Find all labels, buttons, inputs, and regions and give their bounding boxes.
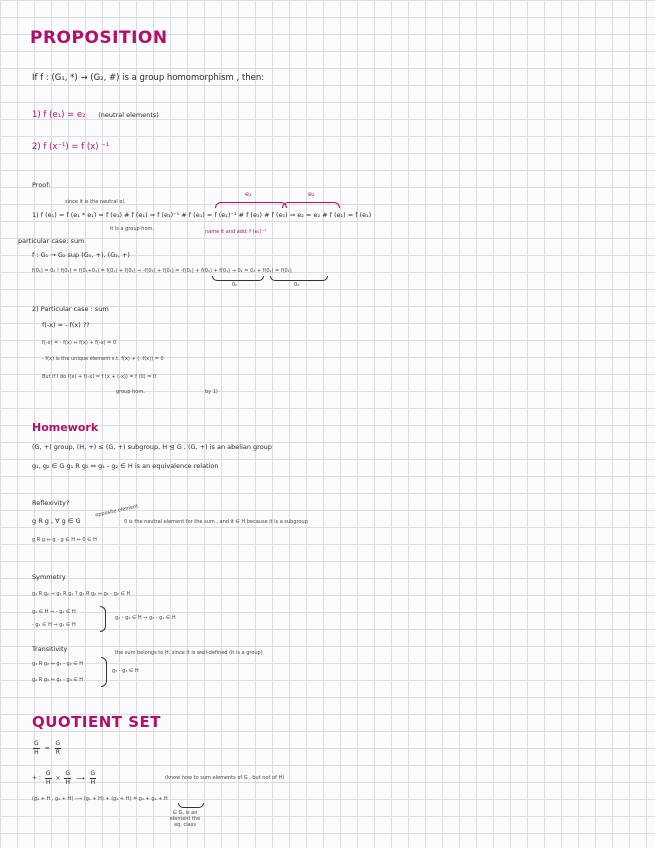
homework-line-1: (G, +) group, (H, +) ≤ (G, +) subgroup, H ⊴ G , (G, +) is an abelian group (32, 443, 272, 451)
proof-label: Proof: (32, 181, 51, 189)
frac-den-1: H (34, 749, 39, 756)
part-2-line-4: But if I do f(x) + f(-x) = f (x + (-x)) = f (0) = 0 (42, 374, 157, 380)
reflexivity-note: 0 is the neutral element for the sum , and it ∈ H because it is a subgroup (124, 519, 308, 525)
frac-den-2: R (55, 749, 60, 756)
brace-label-e2: e₂ (308, 190, 315, 198)
brace-e2 (282, 202, 340, 208)
op-lead: + : (32, 774, 41, 782)
brace-label-o2-a: 0₂ (232, 282, 238, 288)
op-arrow-icon: ⟶ (76, 774, 85, 782)
proof-note-add: name it and add. f (e₁)⁻¹ (205, 229, 267, 235)
op-g1: G (45, 770, 51, 777)
brace-o2-b (270, 276, 328, 281)
quotient-operation (32, 770, 96, 787)
symmetry-line-2: g₁ ∈ H ⇒ - g₁ ∈ H (32, 609, 76, 615)
op-g2: G (65, 770, 71, 777)
symmetry-title: Symmetry (32, 573, 66, 581)
reflexivity-title: Reflexivity? (32, 499, 70, 507)
proposition-item-1 (32, 110, 159, 120)
reflexivity-note-opposite: opposite element (94, 503, 139, 519)
operation-note: (know how to sum elements of G , but not of H) (165, 775, 285, 781)
item-1-text: 1) f (e₁) = e₂ (32, 110, 86, 120)
op-h1: H (45, 779, 51, 786)
symmetry-brace (100, 606, 106, 632)
quotient-fraction-eq: $\frac{G}{H}$ = $\frac{G}{R}$ (34, 740, 61, 756)
sum-line: f(0₁) = 0₂ ! f(0₁) = f(0₁+0₁) = f(0₁) + f(0₁) ⇒ -f(0₁) + f(0₁) = -f(0₁) + f(0₁) + f(0₁) ⇒ 0₂ = 0₂ + f(0₁) = f(0₁) (32, 268, 292, 274)
transitivity-brace (101, 657, 107, 687)
transitivity-line-1: g₁ R g₂ ⇔ g₁ - g₂ ∈ H (32, 661, 84, 667)
symmetry-line-3: - g₁ ∈ H ⇒ g₁ ∈ H (32, 622, 76, 628)
proof-note-neutral: since it is the neutral el. (65, 199, 126, 205)
op-g3: G (90, 770, 96, 777)
part-2-note-hom: group hom. (116, 389, 145, 395)
symmetry-line-1: g₁ R g₂ ⇒ g₂ R g₁ ? g₁ R g₂ ⇔ g₁ - g₂ ∈ H (32, 591, 131, 597)
frac-num-2: G (55, 740, 61, 747)
brace-label-o2-b: 0₂ (294, 282, 300, 288)
part-2-note-by1: by 1) (205, 389, 218, 395)
sum-map: f : G₁ → G₂ sup (G₁, +), (G₂, +) (32, 251, 130, 259)
reflexivity-line-1: g R g , ∀ g ∈ G (32, 517, 81, 525)
homework-title: Homework (32, 421, 99, 434)
proof-note-homo: it is a group hom. (110, 226, 154, 232)
sum-case: particular case: sum (18, 237, 85, 245)
map-underbrace (178, 803, 204, 808)
op-h2: H (65, 779, 70, 786)
map-note: ∈ G, is an element the eq. class (169, 810, 201, 828)
frac-num-1: G (34, 740, 39, 747)
part-2-line-2: f(-x) = - f(x) ⇔ f(x) + f(-x) = 0 (42, 340, 117, 346)
op-times: × (55, 774, 61, 782)
reflexivity-line-2: g R g ⇔ g - g ∈ H ⇔ 0 ∈ H (32, 537, 97, 543)
brace-o2-a (212, 276, 264, 281)
transitivity-note: the sum belongs to H, since it is well-defined (it is a group) (115, 650, 263, 656)
transitivity-title: Transitivity (32, 645, 68, 653)
brace-e1 (215, 202, 287, 208)
proof-line-1: 1) f (e₁) = f (e₁ * e₁) = f (e₁) # f (e₁) ⇒ f (e₁)⁻¹ # f (e₁) = f (e₁)⁻¹ # f (e₁) # f (e₁) ⇒ e₂ = e₂ # f (e₁) = f (e₁) (32, 211, 372, 219)
symmetry-result: g₁ - g₂ ∈ H ⇒ g₂ - g₁ ∈ H (115, 615, 176, 621)
op-h3: H (90, 779, 96, 786)
proposition-title: PROPOSITION (30, 28, 168, 48)
brace-label-e1: e₁ (245, 190, 252, 198)
part-2-line-1: f(-x) = - f(x) ?? (42, 321, 90, 329)
part-2-line-3: - f(x) is the unique element s.t. f(x) + (- f(x)) = 0 (42, 356, 164, 362)
transitivity-line-2: g₂ R g₃ ⇔ g₂ - g₃ ∈ H (32, 677, 84, 683)
proposition-item-2: 2) f (x⁻¹) = f (x) ⁻¹ (32, 142, 110, 152)
quotient-map-line: (g₁ + H , g₂ + H) ⟶ (g₁ + H) + (g₂ + H) = g₁ + g₂ + H (32, 796, 168, 802)
item-1-note: (neutral elements) (98, 111, 159, 119)
proposition-statement: If f : (G₁, *) → (G₂, #) is a group homomorphism , then: (32, 73, 265, 83)
transitivity-result: g₁ - g₃ ∈ H (112, 668, 139, 674)
part-2-title: 2) Particular case : sum (32, 305, 109, 313)
homework-line-2: g₁, g₂ ∈ G g₁ R g₂ ⇔ g₁ - g₂ ∈ H is an equivalence relation (32, 462, 219, 470)
quotient-title: QUOTIENT SET (32, 713, 162, 731)
